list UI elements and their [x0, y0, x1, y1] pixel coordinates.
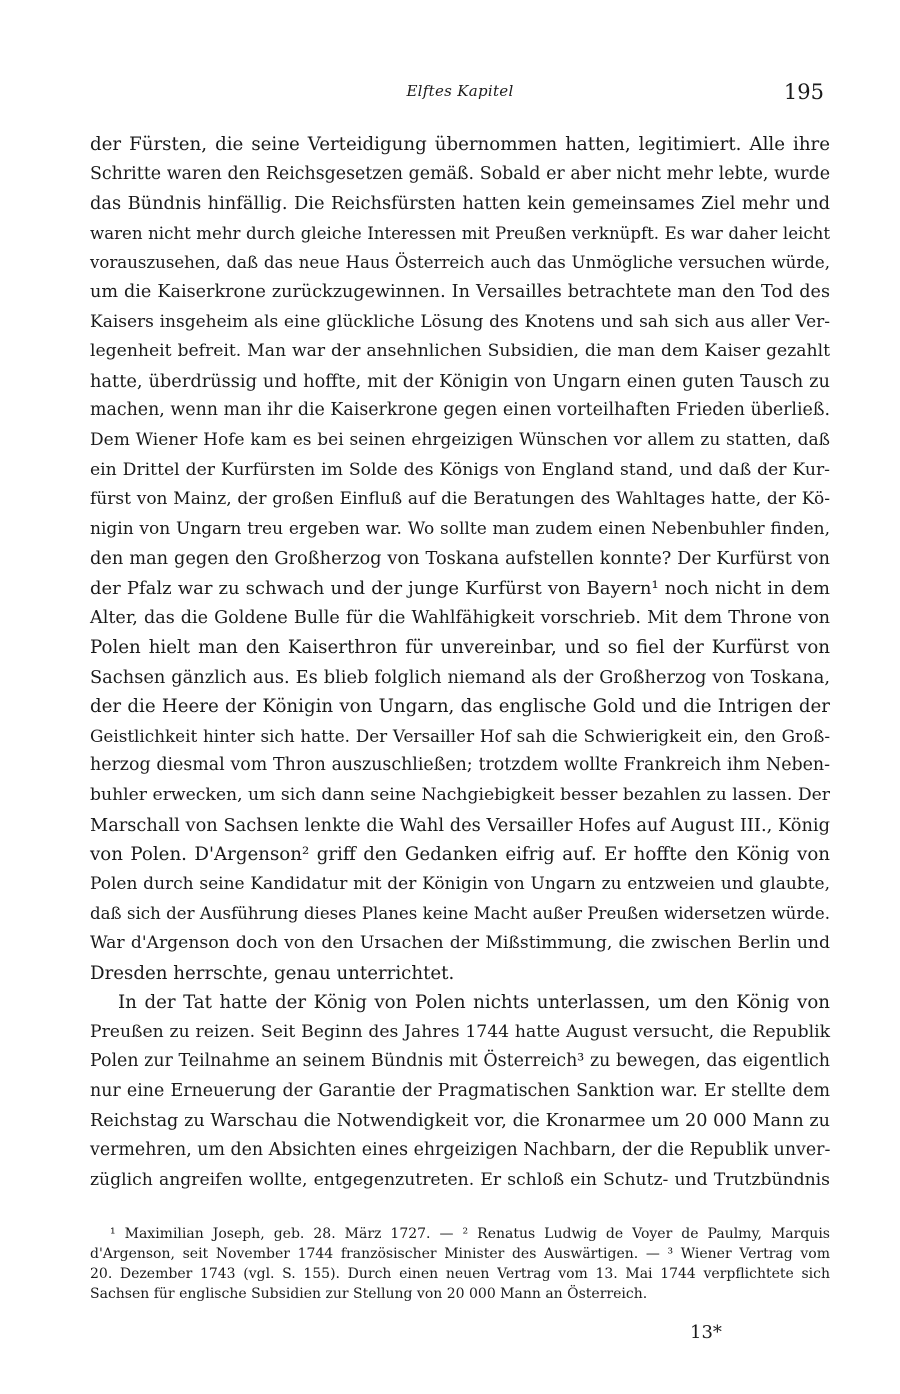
page-header [90, 80, 830, 110]
text-line: herzog diesmal vom Thron auszuschließen; trotzdem wollte Frankreich ihm Neben- [90, 755, 830, 776]
text-line: nigin von Ungarn treu ergeben war. Wo sollte man zudem einen Nebenbuhler finden, [90, 518, 830, 539]
text-line: Polen zur Teilnahme an seinem Bündnis mit Österreich³ zu bewegen, das eigentlich [90, 1051, 830, 1072]
text-line: nur eine Erneuerung der Garantie der Pragmatischen Sanktion war. Er stellte dem [90, 1081, 830, 1101]
text-line: Alter, das die Goldene Bulle für die Wahlfähigkeit vorschrieb. Mit dem Throne von [90, 607, 830, 628]
signature-mark: 13* [690, 1322, 722, 1343]
text-line: In der Tat hatte der König von Polen nichts unterlassen, um den König von [118, 992, 830, 1014]
text-line: War d'Argenson doch von den Ursachen der Mißstimmung, die zwischen Berlin und [90, 933, 830, 954]
text-line: Dem Wiener Hofe kam es bei seinen ehrgeizigen Wünschen vor allem zu statten, daß [90, 429, 830, 450]
text-line: züglich angreifen wollte, entgegenzutreten. Er schloß ein Schutz- und Trutzbündnis [90, 1169, 830, 1190]
page-number: 195 [783, 80, 824, 104]
text-line: von Polen. D'Argenson² griff den Gedanken eifrig auf. Er hoffte den König von [90, 844, 830, 866]
text-line: ein Drittel der Kurfürsten im Solde des Königs von England stand, und daß der Kur- [90, 459, 830, 480]
text-line: vorauszusehen, daß das neue Haus Österreich auch das Unmögliche versuchen würde, [90, 253, 830, 273]
text-line: hatte, überdrüssig und hoffte, mit der Königin von Ungarn einen guten Tausch zu [90, 370, 830, 392]
text-line: Geistlichkeit hinter sich hatte. Der Versailler Hof sah die Schwierigkeit ein, den Groß- [90, 725, 830, 746]
footnote-line: Sachsen für englische Subsidien zur Stellung von 20 000 Mann an Österreich. [90, 1286, 648, 1302]
footnote-line: 20. Dezember 1743 (vgl. S. 155). Durch einen neuen Vertrag vom 13. Mai 1744 verpflichtete sich [90, 1266, 830, 1282]
text-line: um die Kaiserkrone zurückzugewinnen. In Versailles betrachtete man den Tod des [90, 281, 830, 302]
text-line: daß sich der Ausführung dieses Planes keine Macht außer Preußen widersetzen würde. [90, 904, 830, 924]
text-line: Reichstag zu Warschau die Notwendigkeit vor, die Kronarmee um 20 000 Mann zu [90, 1110, 830, 1131]
text-line: Polen hielt man den Kaiserthron für unvereinbar, und so fiel der Kurfürst von [90, 637, 830, 659]
text-line: buhler erwecken, um sich dann seine Nachgiebigkeit besser bezahlen zu lassen. Der [90, 785, 830, 806]
text-line: Marschall von Sachsen lenkte die Wahl des Versailler Hofes auf August III., König [90, 814, 830, 836]
text-line: legenheit befreit. Man war der ansehnlichen Subsidien, die man dem Kaiser gezahlt [90, 341, 830, 362]
running-head: Elftes Kapitel [406, 82, 514, 100]
text-line: Schritte waren den Reichsgesetzen gemäß. Sobald er aber nicht mehr lebte, wurde [90, 163, 830, 184]
footnotes [90, 1224, 830, 1304]
text-line: machen, wenn man ihr die Kaiserkrone gegen einen vorteilhaften Frieden überließ. [90, 400, 830, 421]
text-line: der Pfalz war zu schwach und der junge Kurfürst von Bayern¹ noch nicht in dem [90, 577, 830, 599]
text-line: der Fürsten, die seine Verteidigung übernommen hatten, legitimiert. Alle ihre [90, 134, 830, 155]
text-line: der die Heere der Königin von Ungarn, das englische Gold und die Intrigen der [90, 696, 830, 718]
body-text [90, 130, 830, 1195]
text-line: Dresden herrschte, genau unterrichtet. [90, 962, 455, 984]
text-line: den man gegen den Großherzog von Toskana aufstellen konnte? Der Kurfürst von [90, 548, 830, 570]
footnote-line: ¹ Maximilian Joseph, geb. 28. März 1727. — ² Renatus Ludwig de Voyer de Paulmy, Marquis [110, 1226, 830, 1242]
text-line: vermehren, um den Absichten eines ehrgeizigen Nachbarn, der die Republik unver- [90, 1140, 831, 1161]
text-line: fürst von Mainz, der großen Einfluß auf die Beratungen des Wahltages hatte, der Kö- [90, 489, 830, 510]
text-line: waren nicht mehr durch gleiche Interessen mit Preußen verknüpft. Es war daher leicht [90, 223, 830, 243]
text-line: das Bündnis hinfällig. Die Reichsfürsten hatten kein gemeinsames Ziel mehr und [90, 193, 830, 215]
text-line: Sachsen gänzlich aus. Es blieb folglich niemand als der Großherzog von Toskana, [90, 666, 830, 688]
footnote-line: d'Argenson, seit November 1744 französischer Minister des Auswärtigen. — ³ Wiener Vertrag vom [90, 1246, 830, 1262]
text-line: Polen durch seine Kandidatur mit der Königin von Ungarn zu entzweien und glaubte, [90, 873, 830, 894]
text-line: Kaisers insgeheim als eine glückliche Lösung des Knotens und sah sich aus aller Ver- [90, 311, 830, 332]
text-line: Preußen zu reizen. Seit Beginn des Jahres 1744 hatte August versucht, die Republik [90, 1021, 830, 1042]
